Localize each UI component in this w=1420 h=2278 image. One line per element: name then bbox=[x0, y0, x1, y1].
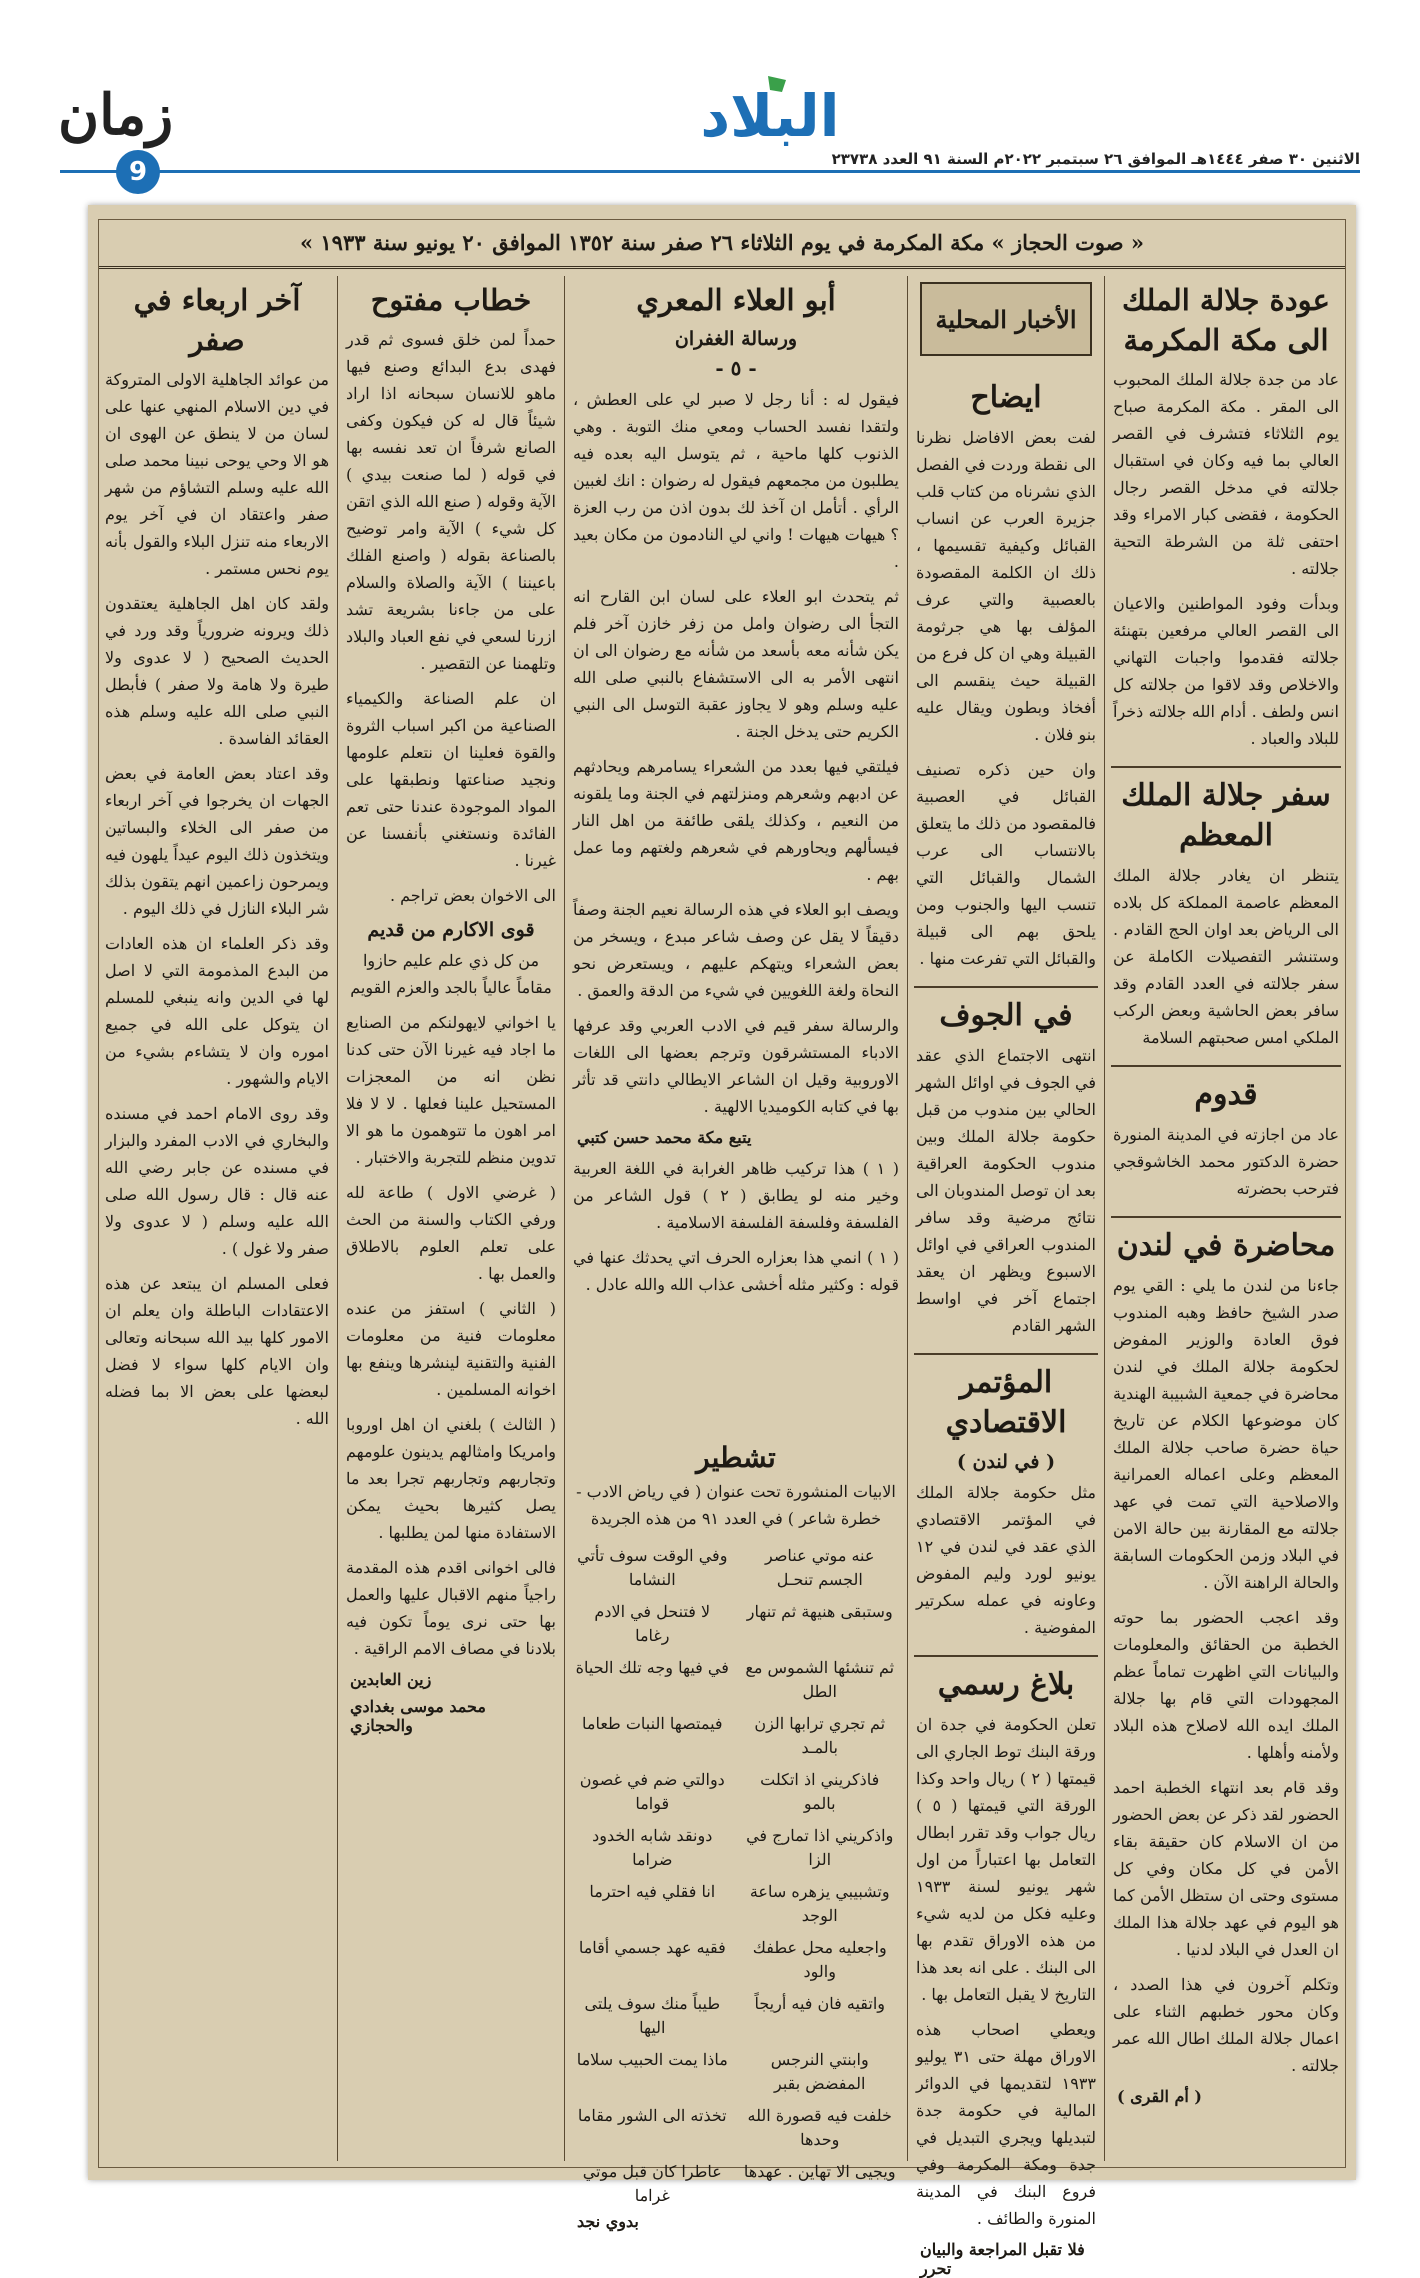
local-news-masthead: الأخبار المحلية bbox=[920, 282, 1092, 356]
headline-al-jouf: في الجوف bbox=[914, 986, 1098, 1036]
poem-verses bbox=[567, 1540, 905, 2212]
verse-first-hemistich: وتشبيبي يزهره ساعة الوجد bbox=[749, 1882, 890, 1925]
verse-row bbox=[575, 1936, 897, 1984]
verse-first-hemistich: ويجيى الا تهاين . عهدها bbox=[743, 2162, 896, 2181]
article-text: فعلى المسلم ان يبتعد عن هذه الاعتقادات الباطلة وان يعلم ان الامور كلها بيد الله سبحانه وتعالى وان الايام كلها سواء لا فضل لبعضها على بعض الا بما فضله الله . bbox=[105, 1274, 329, 1428]
article-text: ( غرضي الاول ) طاعة لله ورفي الكتاب والسنة من الحث على تعلم العلوم بالاطلاق والعمل بها . bbox=[346, 1183, 556, 1283]
article-text: انتهى الاجتماع الذي عقد في الجوف في اوائل الشهر الحالي بين مندوب من قبل حكومة جلالة الملك وبين مندوب الحكومة العراقية بعد ان توصل المندوبان الى نتائج مرضية وقد سافر المندوب العراقي في اوائل الاسبوع ويظهر ان يعقد اجتماع آخر في اواسط الشهر القادم bbox=[916, 1046, 1096, 1335]
verse-row bbox=[575, 1880, 897, 1928]
verse-second-hemistich: وفي الوقت سوف تأتي النشاما bbox=[577, 1546, 728, 1589]
article-text: ويصف ابو العلاء في هذه الرسالة نعيم الجنة وصفاً دقيقاً لا يقل عن وصف شاعر مبدع ، ويسخر من بعض الشعراء ويتهكم عليهم ، ويستعرض نحو النحاة ولغة اللغويين في شيء من الدقة والعمق . bbox=[573, 900, 899, 1000]
headline-open-letter: خطاب مفتوح bbox=[370, 283, 532, 317]
series-number: - ٥ - bbox=[715, 356, 757, 380]
article-author: يتبع مكة محمد حسن كتبي bbox=[577, 1128, 752, 1147]
poem-section bbox=[567, 1435, 905, 2231]
page-frame bbox=[98, 219, 1346, 2278]
article-text: ( الثالث ) بلغني ان اهل اوروبا وامريكا وامثالهم يدينون علومهم وتجاربهم وتجاربهم تجرا بعد ما يصل كثيرها بحيث يمكن الاستفادة منها لمن يطلبها . bbox=[346, 1415, 556, 1542]
column-rule bbox=[907, 276, 908, 2161]
article-source: ( أم القرى ) bbox=[1117, 2087, 1202, 2106]
column-rule bbox=[1104, 276, 1105, 2161]
verse-second-hemistich: عاطرا كان قبل موتي غراما bbox=[582, 2162, 722, 2205]
verse-first-hemistich: فاذكريني اذ اتكلت بالمو bbox=[760, 1770, 880, 1813]
page-number-badge: 9 bbox=[116, 150, 160, 194]
article-author: زين العابدين bbox=[350, 1670, 432, 1689]
headline-abu-alala: أبو العلاء المعري bbox=[636, 283, 836, 317]
subheadline-london: ( في لندن ) bbox=[956, 1451, 1056, 1473]
verse-second-hemistich: لا فتنحل في الادم رغاما bbox=[594, 1602, 711, 1645]
article-text: ويعطي اصحاب هذه الاوراق مهلة حتى ٣١ يوليو ١٩٣٣ لتقديمها في الدوائر المالية في حكومة جدة لتبديلها ويجري التبديل في جدة ومكة المكرمة وفي فروع البنك في المدينة المنورة والطائف . bbox=[916, 2020, 1096, 2228]
verse-second-hemistich: طيباً منك سوف يلتى اليها bbox=[584, 1994, 721, 2037]
article-text: جاءنا من لندن ما يلي : القي يوم صدر الشيخ حافظ وهبه المندوب فوق العادة والوزير المفوض لحكومة جلالة الملك في لندن محاضرة في جمعية الشبيبة الهندية كان موضوعها الكلام عن تاريخ حياة حضرة صاحب جلالة الملك المعظم وعلى اعماله العمرانية والاصلاحية التي تمت في عهد جلالته مع المقارنة بين حالة الامن في البلاد وزمن الحكومات السابقة والحالة الراهنة الآن . bbox=[1113, 1276, 1339, 1592]
headline-economic-conference: المؤتمر الاقتصادي bbox=[914, 1353, 1098, 1443]
footnote: ( ١ ) هذا تركيب ظاهر الغرابة في اللغة العربية وخير منه لو يطابق ( ٢ ) قول الشاعر من الفلسفة وفلسفة الفلسفة الاسلامية . bbox=[573, 1159, 899, 1232]
verse-first-hemistich: واذكريني اذا تمارج في الزا bbox=[746, 1826, 894, 1869]
verse-first-hemistich: ثم تنشئها الشموس مع الطل bbox=[745, 1658, 895, 1701]
footnote: ( ١ ) انمي هذا بعزاره الحرف اتي يحدثك عنها في قوله : وكثير مثله أخشى عذاب الله والله عادل . bbox=[573, 1248, 900, 1294]
verse-row bbox=[575, 1600, 897, 1648]
subheadline-risalat-alghufran: ورسالة الغفران bbox=[674, 328, 798, 350]
article-text: من عوائد الجاهلية الاولى المتروكة في دين الاسلام المنهي عنها على لسان من لا ينطق عن الهوى ان هو الا وحي يوحى نبينا محمد صلى الله عليه وسلم التشاؤم من شهر صفر واعتقاد ان في آخر يوم الاربعاء منه تنزل البلاء والقول بأنه يوم نحس مستمر . bbox=[105, 370, 329, 578]
article-text: وقد قام بعد انتهاء الخطبة احمد الحضور لقد ذكر عن بعض الحضور من ان الاسلام كان حقيقة بقاء الأمن في كل مكان وفي كل مستوى وحتى ان ستظل الأمن كما هو اليوم في عهد جلالة هذا الملك ان العدل في البلاد لدنيا . bbox=[1113, 1778, 1339, 1959]
article-text: فيلتقي فيها بعدد من الشعراء يسامرهم ويحادثهم عن ادبهم وشعرهم ومنزلتهم في الجنة وما يلقونه من النعيم ، وكذلك يلقى طائفة من اهل النار فيسألهم ويحاورهم في شعرهم ولغتهم وما عمل بهم . bbox=[573, 757, 899, 884]
verse-row bbox=[575, 1656, 897, 1704]
headline-last-wednesday-safar: آخر اربعاء في صفر bbox=[133, 283, 301, 357]
verse-row bbox=[575, 1544, 897, 1592]
verse-row bbox=[575, 2104, 897, 2152]
verse-first-hemistich: واجعليه محل عطفك والود bbox=[752, 1938, 887, 1981]
verse-first-hemistich: ثم تجري ترابها الزن بالمـد bbox=[754, 1714, 886, 1757]
headline-king-travel: سفر جلالة الملك المعظم bbox=[1111, 766, 1341, 856]
article-text: وبدأت وفود المواطنين والاعيان الى القصر العالي مرفعين بتهنئة جلالته فقدموا واجبات التهاني والاخلاص وقد لاقوا من جلالته كل انس ولطف . أدام الله جلالته ذخراً للبلاد والعباد . bbox=[1113, 594, 1339, 748]
archive-newspaper-page bbox=[88, 205, 1356, 2278]
headline-official-notice: بلاغ رسمي bbox=[914, 1655, 1098, 1705]
verse-second-hemistich: في فيها وجه تلك الحياة bbox=[575, 1658, 729, 1677]
verse-row bbox=[575, 1992, 897, 2040]
verse-second-hemistich: ماذا يمت الحبيب سلاما bbox=[576, 2050, 728, 2069]
article-text: وقد ذكر العلماء ان هذه العادات من البدع المذمومة التي لا اصل لها في الدين وانه ينبغي للمسلم ان يتوكل على الله في جميع اموره وان لا يتشاءم بشيء من الايام والشهور . bbox=[105, 934, 329, 1088]
verse-row bbox=[575, 1824, 897, 1872]
column-rule bbox=[564, 276, 565, 2161]
header-rule bbox=[60, 170, 1360, 173]
article-text: وقد اعتاد بعض العامة في بعض الجهات ان يخرجوا في آخر اربعاء من صفر الى الخلاء والبساتين ويتخذون ذلك اليوم عيداً يلهون فيه ويمرحون زاعمين انهم يتقون بذلك شر البلاء النازل في ذلك اليوم . bbox=[104, 764, 329, 918]
verse-second-hemistich: تخذته الى الشور مقاما bbox=[577, 2106, 727, 2125]
newspaper-logo: البلاد bbox=[700, 82, 840, 150]
article-text: ولقد كان اهل الجاهلية يعتقدون ذلك ويرونه ضرورياً وقد ورد في الحديث الصحيح ( لا عدوى ولا طيرة ولا هامة ولا صفر ) فأبطل النبي صلى الله عليه وسلم هذه العقائد الفاسدة . bbox=[105, 594, 329, 748]
article-text: فالى اخوانى اقدم هذه المقدمة راجياً منهم الاقبال عليها والعمل بها حتى نرى يوماً تكون فيه بلادنا في مصاف الامم الراقية . bbox=[346, 1558, 556, 1658]
article-text: ثم يتحدث ابو العلاء على لسان ابن القارح انه التجأ الى رضوان وامل من زفر خازن آخر فلم يكن شأنه معه بأسعد من شأنه مع رضوان الى ان انتهى الأمر به الى الاستشفاع بالنبي صلى الله عليه وسلم وهو لا يجاوز عقبة التوسل الى النبي الكريم حتى يدخل الجنة . bbox=[573, 587, 899, 741]
article-text: يا اخواني لايهولنكم من الصنايع ما اجاد فيه غيرنا الآن حتى كدنا نظن انه من المعجزات المستحيل علينا فعلها . لا لا فلا امر اهون ما تتوهمون ما هو الا تدوين منظم للتجربة والاختبار . bbox=[346, 1013, 556, 1167]
verse-row bbox=[575, 1768, 897, 1816]
article-text: حمداً لمن خلق فسوى ثم قدر فهدى بدع البدائع وصنع فيها ماهو للانسان سبحانه اذا اراد شيئاً قال له كن فيكون وكفى الصانع شرفاً ان تعد نفسه بها في قوله ( لما صنعت بيدي ) الآية وقوله ( صنع الله الذي اتقن كل شيء ) الآية وامر توضيح بالصناعة بقوله ( واصنع الفلك باعيننا ) الآية والصلاة والسلام على من جاءنا بشريعة تشد ازرنا لسعي في نفع العباد والبلاد وتلهمنا عن التقصير . bbox=[346, 330, 556, 673]
poem-intro: الابيات المنشورة تحت عنوان ( في رياض الادب - خطرة شاعر ) في العدد ٩١ من هذه الجريدة bbox=[576, 1482, 896, 1528]
section-title: زمان bbox=[58, 82, 174, 148]
article-text: ( الثاني ) استفز من عنده معلومات فنية من معلومات الفنية والتقنية لينشرها وينفع بها اخوانه المسلمين . bbox=[346, 1299, 556, 1399]
article-author: محمد موسى بغدادي والحجازي bbox=[350, 1697, 486, 1735]
poem-title: تشطير bbox=[696, 1441, 776, 1474]
paper-header: « صوت الحجاز » مكة المكرمة في يوم الثلاثاء ٢٦ صفر سنة ١٣٥٢ الموافق ٢٠ يونيو سنة ١٩٣٣ » bbox=[99, 220, 1345, 269]
article-text: ان علم الصناعة والكيمياء الصناعية من اكبر اسباب الثروة والقوة فعلينا ان نتعلم علومها ونجيد صناعتها ونطبقها على المواد الموجودة عندنا حتى تعم الفائدة ونستغني بأنفسنا عن غيرنا . bbox=[346, 689, 556, 870]
verse-first-hemistich: وابنتي النرجس المفضض بقبر bbox=[770, 2050, 869, 2093]
article-text: وقد اعجب الحضور بما حوته الخطبة من الحقائق والمعلومات والبيانات التي اظهرت تماماً عظم المجهودات التي قام بها جلالة الملك ايده الله لاصلاح هذه البلاد ولأمنه وأهلها . bbox=[1113, 1608, 1339, 1762]
article-text: والرسالة سفر قيم في الادب العربي وقد عرفها الادباء المستشرقون وترجم بعضها الى اللغات الاوروبية وقيل ان الشاعر الايطالي دانتي قد تأثر بها في كتابه الكوميديا الالهية . bbox=[573, 1016, 899, 1116]
verse-first-hemistich: عنه موتي عناصر الجسم تنحـل bbox=[765, 1546, 875, 1589]
article-text: وقد روى الامام احمد في مسنده والبخاري في الادب المفرد والبزار في مسنده عن جابر رضي الله عنه قال : قال رسول الله صلى الله عليه وسلم ( لا عدوى ولا صفر ولا غول ) . bbox=[105, 1104, 329, 1258]
article-text: تعلن الحكومة في جدة ان ورقة البنك توط الجاري الى قيمتها ( ٢ ) ريال واحد وكذا الورقة التي قيمتها ( ٥ ) ريال جواب وقد تقرر ابطال التعامل بها اعتباراً من اول شهر يونيو لسنة ١٩٣٣ وعليه فكل من لديه شيء من هذه الاوراق تقدم بها الى البنك . على انه بعد هذا التاريخ لا يقبل التعامل بها . bbox=[916, 1715, 1097, 2004]
column-local-notices bbox=[910, 276, 1102, 2278]
headline-arrival: قدوم bbox=[1111, 1065, 1341, 1115]
verse-first-hemistich: واتقيه فان فيه أريجاً bbox=[754, 1994, 885, 2013]
verse-second-hemistich: انا فقلي فيه احترما bbox=[589, 1882, 716, 1901]
verse-text: من كل ذي علم عليم حازوا مقاماً عالياً بالجد والعزم القويم bbox=[350, 951, 552, 997]
verse-second-hemistich: فقيه عهد جسمي أقاما bbox=[578, 1938, 726, 1957]
verse-row bbox=[575, 2160, 897, 2208]
article-text: فيقول له : أنا رجل لا صبر لي على العطش ، ولتقدا نفسد الحساب ومعي منك التوبة . وهي الذنوب كلها ماحية ، ثم يتوسل اليه بعده فيه يطلبون من مجمعهم فيقول له رضوان : انك لغبين الرأي . أتأمل ان آخذ لك بدون اذن من رب العزة ؟ هيهات هيهات ! واني لي النادمون من مكان بعيد . bbox=[573, 390, 899, 571]
article-text: يتنظر ان يغادر جلالة الملك المعظم عاصمة المملكة كل بلاده الى الرياض بعد اوان الحج القادم . وستنشر التفصيلات الكاملة عن سفر جلالته في العدد القادم وقد سافر بعض الحاشية وبعض الركب الملكي امس صحبتهم السلامة bbox=[1113, 866, 1339, 1047]
headline-king-return: عودة جلالة الملك الى مكة المكرمة bbox=[1122, 283, 1330, 357]
verse-second-hemistich: دوالتي ضم في غصون قواما bbox=[579, 1770, 725, 1813]
article-text: عاد من جدة جلالة الملك المحبوب الى المقر . مكة المكرمة صباح يوم الثلاثاء فتشرف في القصر العالي بما فيه وكان في استقبال جلالته في مدخل القصر رجال الحكومة ، فقضى كبار الامراء وقد احتفى ثلة من الشرطة التحية جلالته . bbox=[1113, 370, 1339, 578]
article-text: لفت بعض الافاضل نظرنا الى نقطة وردت في الفصل الذي نشرناه من كتاب قلب جزيرة العرب عن انساب القبائل وكيفية تقسيمها ، ذلك ان الكلمة المقصودة بالعصبية والتي عرف المؤلف بها هي جرثومة القبيلة وهي ان كل فرع من القبيلة حيث ينقسم الى أفخاذ وبطون ويقال عليه بنو فلان . bbox=[916, 428, 1096, 744]
column-royal-news bbox=[1107, 276, 1345, 2163]
headline-london-lecture: محاضرة في لندن bbox=[1111, 1216, 1341, 1266]
column-rule bbox=[337, 276, 338, 2161]
article-text: الى الاخوان بعض تراجم . bbox=[389, 886, 556, 905]
column-last-wednesday bbox=[99, 276, 335, 2163]
verse-first-hemistich: وستبقى هنيهة ثم تنهار bbox=[746, 1602, 893, 1621]
poem-author: بدوي نجد bbox=[577, 2212, 639, 2231]
verse-heading: قوى الاكارم من قديم bbox=[367, 919, 535, 941]
headline-clarification: ايضاح bbox=[970, 380, 1042, 415]
verse-first-hemistich: خلفت فيه قصورة الله وحدها bbox=[747, 2106, 892, 2149]
column-open-letter bbox=[340, 276, 562, 2163]
verse-row bbox=[575, 1712, 897, 1760]
column-abu-alala bbox=[567, 276, 905, 1397]
verse-row bbox=[575, 2048, 897, 2096]
article-footer: فلا تقبل المراجعة والبيان تحرر bbox=[920, 2240, 1085, 2278]
masthead bbox=[0, 0, 1420, 200]
article-text: مثل حكومة جلالة الملك في المؤتمر الاقتصادي الذي عقد في لندن في ١٢ يونيو لورد وليم المفوض وعاونه في عمله سكرتير المفوضية . bbox=[916, 1483, 1096, 1637]
issue-dateline: الاثنين ٣٠ صفر ١٤٤٤هـ الموافق ٢٦ سبتمبر ٢٠٢٢م السنة ٩١ العدد ٢٣٧٣٨ bbox=[831, 150, 1360, 168]
verse-second-hemistich: فيمتصها النبات طعاما bbox=[582, 1714, 723, 1733]
article-text: وتكلم آخرون في هذا الصدد ، وكان محور خطبهم الثناء على اعمال جلالة الملك اطال الله عمر جلالته . bbox=[1113, 1975, 1339, 2075]
article-text: وان حين ذكره تصنيف القبائل في العصبية فالمقصود من ذلك ما يتعلق بالانتساب الى عرب الشمال والقبائل التي تنسب اليها والجنوب ومن يلحق بهم الى قبيلة والقبائل التي تفرعت منها . bbox=[916, 760, 1096, 968]
article-text: عاد من اجازته في المدينة المنورة حضرة الدكتور محمد الخاشوقجي فترحب بحضرته bbox=[1113, 1125, 1339, 1198]
verse-second-hemistich: دونقد شابه الخدود ضراما bbox=[592, 1826, 713, 1869]
